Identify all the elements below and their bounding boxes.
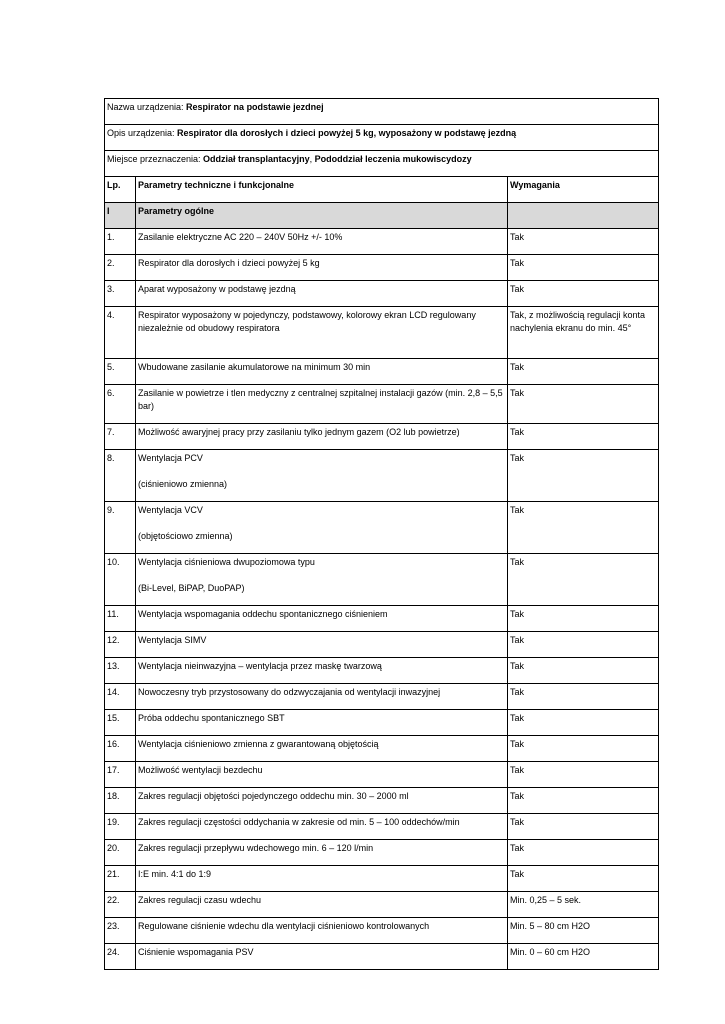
row-param-main: Wentylacja PCV bbox=[138, 453, 203, 463]
device-description-label: Opis urządzenia: bbox=[107, 128, 178, 138]
destination-row bbox=[105, 151, 659, 177]
row-requirement: Tak bbox=[508, 502, 659, 554]
table-row bbox=[105, 281, 659, 307]
device-description-cell bbox=[105, 125, 659, 151]
row-lp: 13. bbox=[105, 658, 136, 684]
row-param: Respirator wyposażony w pojedynczy, podstawowy, kolorowy ekran LCD regulowany niezależnie od obudowy respiratora bbox=[136, 307, 508, 359]
section-row bbox=[105, 203, 659, 229]
column-header-lp: Lp. bbox=[105, 177, 136, 203]
row-requirement: Tak bbox=[508, 814, 659, 840]
row-requirement: Tak bbox=[508, 632, 659, 658]
row-lp: 16. bbox=[105, 736, 136, 762]
row-lp: 3. bbox=[105, 281, 136, 307]
spec-table bbox=[104, 98, 659, 970]
table-row bbox=[105, 424, 659, 450]
table-row bbox=[105, 710, 659, 736]
row-requirement: Tak bbox=[508, 736, 659, 762]
table-row bbox=[105, 385, 659, 424]
row-param: Próba oddechu spontanicznego SBT bbox=[136, 710, 508, 736]
row-requirement: Tak bbox=[508, 255, 659, 281]
destination-cell bbox=[105, 151, 659, 177]
row-lp: 1. bbox=[105, 229, 136, 255]
table-row bbox=[105, 307, 659, 359]
destination-separator: , bbox=[309, 154, 315, 164]
device-description-row bbox=[105, 125, 659, 151]
row-param: Zakres regulacji przepływu wdechowego min. 6 – 120 l/min bbox=[136, 840, 508, 866]
row-param-sub: (ciśnieniowo zmienna) bbox=[138, 479, 228, 489]
row-requirement: Tak bbox=[508, 385, 659, 424]
row-lp: 22. bbox=[105, 892, 136, 918]
row-param: Respirator dla dorosłych i dzieci powyżej 5 kg bbox=[136, 255, 508, 281]
row-requirement: Min. 5 – 80 cm H2O bbox=[508, 918, 659, 944]
row-param: Wentylacja SIMV bbox=[136, 632, 508, 658]
table-row bbox=[105, 788, 659, 814]
row-lp: 14. bbox=[105, 684, 136, 710]
row-lp: 8. bbox=[105, 450, 136, 502]
row-lp: 18. bbox=[105, 788, 136, 814]
table-row bbox=[105, 554, 659, 606]
row-lp: 15. bbox=[105, 710, 136, 736]
row-param-main: Wentylacja ciśnieniowa dwupoziomowa typu bbox=[138, 557, 315, 567]
section-title: Parametry ogólne bbox=[136, 203, 508, 229]
row-param-main: Wentylacja VCV bbox=[138, 505, 203, 515]
row-requirement: Tak bbox=[508, 762, 659, 788]
row-requirement: Tak bbox=[508, 684, 659, 710]
table-row bbox=[105, 814, 659, 840]
row-lp: 5. bbox=[105, 359, 136, 385]
table-row bbox=[105, 632, 659, 658]
row-param: Zakres regulacji czasu wdechu bbox=[136, 892, 508, 918]
row-lp: 21. bbox=[105, 866, 136, 892]
table-row bbox=[105, 840, 659, 866]
row-param: Wentylacja nieinwazyjna – wentylacja przez maskę twarzową bbox=[136, 658, 508, 684]
section-empty-cell bbox=[508, 203, 659, 229]
row-lp: 23. bbox=[105, 918, 136, 944]
table-row bbox=[105, 359, 659, 385]
table-row bbox=[105, 684, 659, 710]
column-header-row bbox=[105, 177, 659, 203]
row-lp: 4. bbox=[105, 307, 136, 359]
row-requirement: Tak bbox=[508, 710, 659, 736]
row-param: Możliwość awaryjnej pracy przy zasilaniu tylko jednym gazem (O2 lub powietrze) bbox=[136, 424, 508, 450]
row-param: Zakres regulacji objętości pojedynczego oddechu min. 30 – 2000 ml bbox=[136, 788, 508, 814]
row-param bbox=[136, 502, 508, 554]
table-row bbox=[105, 918, 659, 944]
row-param: Wentylacja ciśnieniowo zmienna z gwarantowaną objętością bbox=[136, 736, 508, 762]
table-row bbox=[105, 866, 659, 892]
table-row bbox=[105, 944, 659, 970]
destination-value-1: Oddział transplantacyjny bbox=[203, 154, 310, 164]
row-param: Nowoczesny tryb przystosowany do odzwyczajania od wentylacji inwazyjnej bbox=[136, 684, 508, 710]
row-param: Zasilanie elektryczne AC 220 – 240V 50Hz +/- 10% bbox=[136, 229, 508, 255]
row-requirement: Tak bbox=[508, 359, 659, 385]
row-param: I:E min. 4:1 do 1:9 bbox=[136, 866, 508, 892]
column-header-params: Parametry techniczne i funkcjonalne bbox=[136, 177, 508, 203]
table-row bbox=[105, 229, 659, 255]
row-param: Wbudowane zasilanie akumulatorowe na minimum 30 min bbox=[136, 359, 508, 385]
row-requirement: Min. 0,25 – 5 sek. bbox=[508, 892, 659, 918]
device-name-cell bbox=[105, 99, 659, 125]
row-param: Zakres regulacji częstości oddychania w zakresie od min. 5 – 100 oddechów/min bbox=[136, 814, 508, 840]
row-param-sub: (Bi-Level, BiPAP, DuoPAP) bbox=[138, 583, 245, 593]
row-requirement: Tak, z możliwością regulacji konta nachylenia ekranu do min. 45° bbox=[508, 307, 659, 359]
row-requirement: Tak bbox=[508, 606, 659, 632]
device-description-value: Respirator dla dorosłych i dzieci powyżej 5 kg, wyposażony w podstawę jezdną bbox=[177, 128, 517, 138]
column-header-requirements: Wymagania bbox=[508, 177, 659, 203]
row-lp: 12. bbox=[105, 632, 136, 658]
row-lp: 9. bbox=[105, 502, 136, 554]
row-param: Zasilanie w powietrze i tlen medyczny z centralnej szpitalnej instalacji gazów (min. 2,8 – 5,5 bar) bbox=[136, 385, 508, 424]
row-lp: 2. bbox=[105, 255, 136, 281]
row-param: Regulowane ciśnienie wdechu dla wentylacji ciśnieniowo kontrolowanych bbox=[136, 918, 508, 944]
row-lp: 6. bbox=[105, 385, 136, 424]
row-param: Aparat wyposażony w podstawę jezdną bbox=[136, 281, 508, 307]
row-requirement: Tak bbox=[508, 229, 659, 255]
table-row bbox=[105, 502, 659, 554]
row-requirement: Tak bbox=[508, 450, 659, 502]
table-row bbox=[105, 762, 659, 788]
row-lp: 17. bbox=[105, 762, 136, 788]
row-param: Wentylacja wspomagania oddechu spontanicznego ciśnieniem bbox=[136, 606, 508, 632]
row-param: Ciśnienie wspomagania PSV bbox=[136, 944, 508, 970]
device-name-row bbox=[105, 99, 659, 125]
row-param-sub: (objętościowo zmienna) bbox=[138, 531, 233, 541]
row-lp: 7. bbox=[105, 424, 136, 450]
row-lp: 10. bbox=[105, 554, 136, 606]
row-lp: 24. bbox=[105, 944, 136, 970]
device-name-value: Respirator na podstawie jezdnej bbox=[186, 102, 324, 112]
table-row bbox=[105, 736, 659, 762]
row-lp: 19. bbox=[105, 814, 136, 840]
table-row bbox=[105, 606, 659, 632]
row-param bbox=[136, 450, 508, 502]
row-requirement: Tak bbox=[508, 866, 659, 892]
destination-value-2: Pododdział leczenia mukowiscydozy bbox=[314, 154, 472, 164]
row-requirement: Tak bbox=[508, 788, 659, 814]
row-requirement: Tak bbox=[508, 554, 659, 606]
row-requirement: Min. 0 – 60 cm H2O bbox=[508, 944, 659, 970]
section-number: I bbox=[105, 203, 136, 229]
destination-label: Miejsce przeznaczenia: bbox=[107, 154, 204, 164]
table-row bbox=[105, 892, 659, 918]
row-requirement: Tak bbox=[508, 281, 659, 307]
row-requirement: Tak bbox=[508, 424, 659, 450]
row-param: Możliwość wentylacji bezdechu bbox=[136, 762, 508, 788]
row-requirement: Tak bbox=[508, 840, 659, 866]
row-requirement: Tak bbox=[508, 658, 659, 684]
device-name-label: Nazwa urządzenia: bbox=[107, 102, 187, 112]
table-row bbox=[105, 255, 659, 281]
table-row bbox=[105, 450, 659, 502]
row-lp: 20. bbox=[105, 840, 136, 866]
table-row bbox=[105, 658, 659, 684]
row-lp: 11. bbox=[105, 606, 136, 632]
row-param bbox=[136, 554, 508, 606]
